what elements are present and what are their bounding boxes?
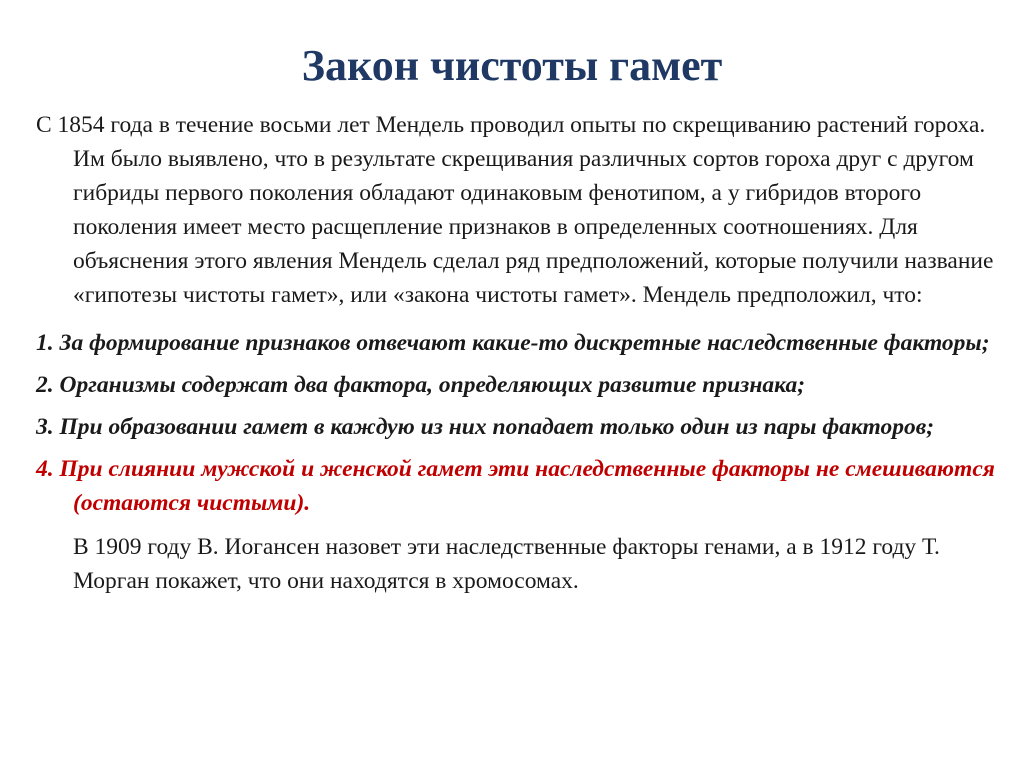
slide-title: Закон чистоты гамет bbox=[301, 41, 723, 90]
hypothesis-item-1: 1. За формирование признаков отвечают какие-то дискретные наследственные факторы; bbox=[36, 330, 990, 356]
hypothesis-item-2: 2. Организмы содержат два фактора, определяющих развитие признака; bbox=[36, 372, 806, 398]
hypothesis-item-3: 3. При образовании гамет в каждую из них попадает только один из пары факторов; bbox=[36, 414, 935, 440]
hypothesis-item-4: 4. При слиянии мужской и женской гамет эти наследственные факторы не смешиваются (остаются чистыми). bbox=[36, 456, 995, 516]
slide-body bbox=[36, 108, 996, 598]
closing-paragraph: В 1909 году В. Иогансен назовет эти наследственные факторы генами, а в 1912 году Т. Морган покажет, что они находятся в хромосомах. bbox=[73, 534, 940, 594]
intro-paragraph: С 1854 года в течение восьми лет Мендель проводил опыты по скрещиванию растений гороха. Им было выявлено, что в результате скрещивания различных сортов гороха друг с другом гибриды первого поколения обладают одинаковым фенотипом, а у гибридов второго поколения имеет место расщепление признаков в определенных соотношениях. Для объяснения этого явления Мендель сделал ряд предположений, которые получили название «гипотезы чистоты гамет», или «закона чистоты гамет». Мендель предположил, что: bbox=[36, 112, 994, 308]
